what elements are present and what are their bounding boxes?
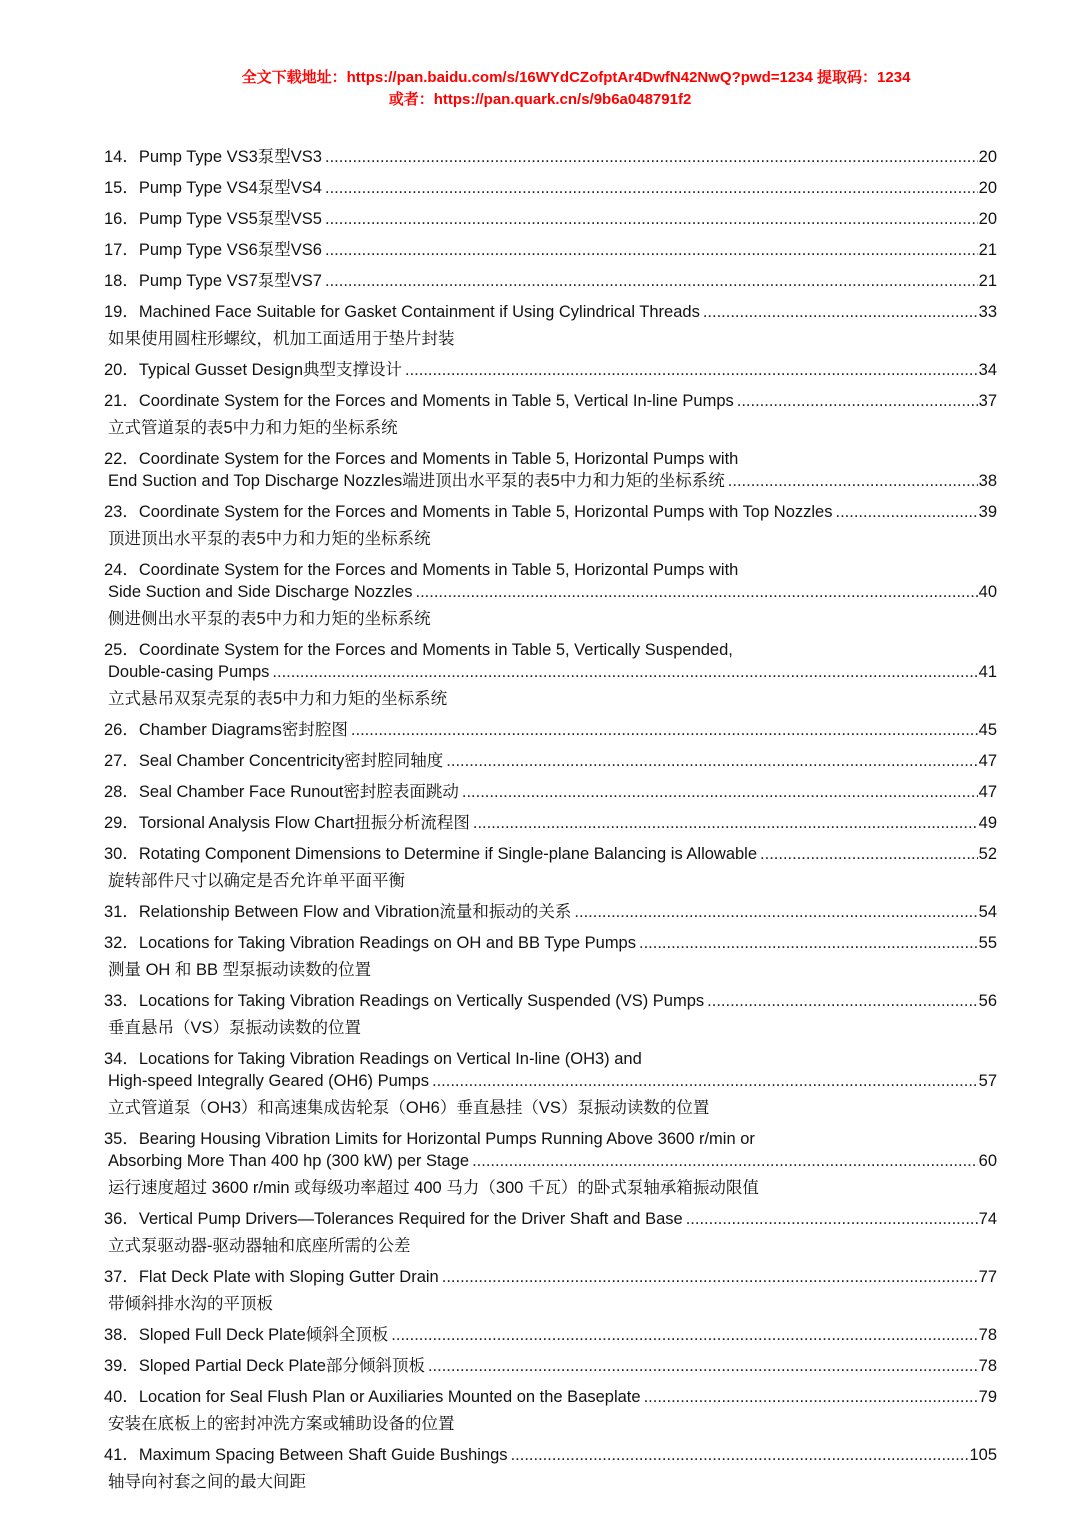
toc-page-number: 21	[978, 241, 997, 259]
toc-entry-title: 14．Pump Type VS3泵型VS3	[104, 148, 322, 166]
toc-entry-chinese-title: 如果使用圆柱形螺纹，机加工面适用于垫片封装	[108, 330, 455, 348]
toc-entry-title: 20．Typical Gusset Design典型支撑设计	[104, 361, 403, 379]
leader-dots	[325, 270, 978, 292]
leader-dots	[639, 932, 978, 954]
toc-page-number: 77	[978, 1268, 997, 1286]
leader-dots	[442, 1266, 978, 1288]
toc-entry-title: 39．Sloped Partial Deck Plate部分倾斜顶板	[104, 1357, 425, 1375]
toc-entry-title: Double-casing Pumps	[108, 663, 270, 681]
toc-entry[interactable]	[104, 390, 997, 439]
toc-entry[interactable]	[104, 719, 997, 741]
toc-entry[interactable]	[104, 750, 997, 772]
toc-page-number: 37	[978, 392, 997, 410]
leader-dots	[432, 1070, 978, 1092]
toc-entry-chinese-title: 垂直悬吊（VS）泵振动读数的位置	[108, 1019, 362, 1037]
leader-dots	[428, 1355, 978, 1377]
toc-entry-title: 16．Pump Type VS5泵型VS5	[104, 210, 322, 228]
toc-entry-title: 18．Pump Type VS7泵型VS7	[104, 272, 322, 290]
leader-dots	[351, 719, 978, 741]
toc-page-number: 34	[978, 361, 997, 379]
leader-dots	[760, 843, 978, 865]
toc-entry[interactable]	[104, 639, 997, 710]
toc-entry-title: Absorbing More Than 400 hp (300 kW) per Stage	[108, 1152, 470, 1170]
toc-page-number: 56	[978, 992, 997, 1010]
toc-entry-title: 27．Seal Chamber Concentricity密封腔同轴度	[104, 752, 444, 770]
toc-entry-chinese-title: 立式管道泵的表5中力和力矩的坐标系统	[108, 419, 398, 437]
table-of-figures	[104, 146, 997, 1502]
toc-page-number: 47	[978, 783, 997, 801]
toc-entry[interactable]	[104, 359, 997, 381]
toc-entry[interactable]	[104, 208, 997, 230]
leader-dots	[686, 1208, 978, 1230]
toc-page-number: 33	[978, 303, 997, 321]
toc-entry[interactable]	[104, 239, 997, 261]
toc-page-number: 55	[978, 934, 997, 952]
toc-entry[interactable]	[104, 1386, 997, 1435]
leader-dots	[703, 301, 978, 323]
leader-dots	[737, 390, 978, 412]
toc-page-number: 20	[978, 148, 997, 166]
toc-entry-chinese-title: 带倾斜排水沟的平顶板	[108, 1295, 273, 1313]
leader-dots	[391, 1324, 977, 1346]
toc-entry[interactable]	[104, 1444, 997, 1493]
toc-entry[interactable]	[104, 932, 997, 981]
toc-entry[interactable]	[104, 501, 997, 550]
toc-entry[interactable]	[104, 781, 997, 803]
toc-entry[interactable]	[104, 1208, 997, 1257]
toc-entry-chinese-title: 运行速度超过 3600 r/min 或每级功率超过 400 马力（300 千瓦）的卧式泵轴承箱振动限值	[108, 1179, 759, 1197]
toc-entry[interactable]	[104, 1266, 997, 1315]
toc-entry[interactable]	[104, 146, 997, 168]
toc-entry-chinese-title: 立式管道泵（OH3）和高速集成齿轮泵（OH6）垂直悬挂（VS）泵振动读数的位置	[108, 1099, 710, 1117]
toc-page-number: 54	[978, 903, 997, 921]
toc-page-number: 78	[978, 1326, 997, 1344]
toc-entry[interactable]	[104, 559, 997, 630]
toc-page-number: 21	[978, 272, 997, 290]
toc-entry-title: 28．Seal Chamber Face Runout密封腔表面跳动	[104, 783, 459, 801]
toc-page-number: 78	[978, 1357, 997, 1375]
toc-entry-chinese-title: 测量 OH 和 BB 型泵振动读数的位置	[108, 961, 372, 979]
toc-entry-title: 38．Sloped Full Deck Plate倾斜全顶板	[104, 1326, 389, 1344]
toc-entry[interactable]	[104, 1128, 997, 1199]
toc-entry-chinese-title: 立式悬吊双泵壳泵的表5中力和力矩的坐标系统	[108, 690, 448, 708]
toc-page-number: 20	[978, 179, 997, 197]
toc-entry-title: 40．Location for Seal Flush Plan or Auxiliaries Mounted on the Baseplate	[104, 1388, 641, 1406]
toc-page-number: 105	[969, 1446, 997, 1464]
toc-entry[interactable]	[104, 812, 997, 834]
download-link-line[interactable]: 全文下载地址：https://pan.baidu.com/s/16WYdCZofptAr4DwfN42NwQ?pwd=1234 提取码：1234	[241, 69, 911, 86]
toc-entry-title: 29．Torsional Analysis Flow Chart扭振分析流程图	[104, 814, 470, 832]
toc-entry[interactable]	[104, 270, 997, 292]
toc-entry[interactable]	[104, 177, 997, 199]
toc-entry-title: 30．Rotating Component Dimensions to Determine if Single-plane Balancing is Allowable	[104, 845, 758, 863]
leader-dots	[272, 661, 977, 683]
toc-page-number: 52	[978, 845, 997, 863]
toc-page-number: 38	[978, 472, 997, 490]
toc-entry-title: End Suction and Top Discharge Nozzles端进顶出水平泵的表5中力和力矩的坐标系统	[108, 472, 725, 490]
toc-page-number: 39	[978, 503, 997, 521]
leader-dots	[707, 990, 977, 1012]
toc-entry-title: 22．Coordinate System for the Forces and Moments in Table 5, Horizontal Pumps with	[104, 450, 739, 468]
toc-entry-title: 15．Pump Type VS4泵型VS4	[104, 179, 322, 197]
toc-entry-title: 17．Pump Type VS6泵型VS6	[104, 241, 322, 259]
toc-entry[interactable]	[104, 301, 997, 350]
toc-entry[interactable]	[104, 990, 997, 1039]
toc-entry-title: 37．Flat Deck Plate with Sloping Gutter Drain	[104, 1268, 439, 1286]
toc-page-number: 45	[978, 721, 997, 739]
toc-entry[interactable]	[104, 1355, 997, 1377]
toc-entry-title: 41．Maximum Spacing Between Shaft Guide Bushings	[104, 1446, 508, 1464]
leader-dots	[511, 1444, 969, 1466]
leader-dots	[325, 239, 978, 261]
toc-entry[interactable]	[104, 843, 997, 892]
alternate-link-line[interactable]: 或者：https://pan.quark.cn/s/9b6a048791f2	[388, 91, 692, 108]
toc-entry-title: 19．Machined Face Suitable for Gasket Containment if Using Cylindrical Threads	[104, 303, 700, 321]
toc-entry-title: Side Suction and Side Discharge Nozzles	[108, 583, 413, 601]
leader-dots	[473, 812, 978, 834]
leader-dots	[325, 208, 978, 230]
toc-entry-title: 24．Coordinate System for the Forces and Moments in Table 5, Horizontal Pumps with	[104, 561, 739, 579]
toc-page-number: 49	[978, 814, 997, 832]
toc-page-number: 41	[978, 663, 997, 681]
toc-entry-title: 21．Coordinate System for the Forces and Moments in Table 5, Vertical In-line Pumps	[104, 392, 734, 410]
toc-page-number: 40	[978, 583, 997, 601]
toc-entry-chinese-title: 轴导向衬套之间的最大间距	[108, 1473, 306, 1491]
toc-entry-title: 32．Locations for Taking Vibration Readings on OH and BB Type Pumps	[104, 934, 636, 952]
leader-dots	[462, 781, 978, 803]
toc-entry-title: 35．Bearing Housing Vibration Limits for Horizontal Pumps Running Above 3600 r/min or	[104, 1130, 755, 1148]
toc-page-number: 60	[978, 1152, 997, 1170]
leader-dots	[835, 501, 977, 523]
toc-page-number: 20	[978, 210, 997, 228]
toc-entry-chinese-title: 顶进顶出水平泵的表5中力和力矩的坐标系统	[108, 530, 431, 548]
toc-page-number: 74	[978, 1210, 997, 1228]
toc-entry-chinese-title: 立式泵驱动器-驱动器轴和底座所需的公差	[108, 1237, 411, 1255]
leader-dots	[416, 581, 978, 603]
toc-entry-title: High-speed Integrally Geared (OH6) Pumps	[108, 1072, 429, 1090]
toc-entry-title: 33．Locations for Taking Vibration Readings on Vertically Suspended (VS) Pumps	[104, 992, 705, 1010]
leader-dots	[574, 901, 977, 923]
toc-entry-chinese-title: 侧进侧出水平泵的表5中力和力矩的坐标系统	[108, 610, 431, 628]
toc-entry-chinese-title: 安装在底板上的密封冲洗方案或辅助设备的位置	[108, 1415, 455, 1433]
toc-page-number: 57	[978, 1072, 997, 1090]
toc-page-number: 47	[978, 752, 997, 770]
leader-dots	[325, 177, 978, 199]
leader-dots	[405, 359, 978, 381]
toc-entry[interactable]	[104, 1324, 997, 1346]
toc-entry-title: 25．Coordinate System for the Forces and Moments in Table 5, Vertically Suspended,	[104, 641, 733, 659]
toc-entry[interactable]	[104, 901, 997, 923]
toc-entry-title: 34．Locations for Taking Vibration Readings on Vertical In-line (OH3) and	[104, 1050, 642, 1068]
toc-page-number: 79	[978, 1388, 997, 1406]
leader-dots	[446, 750, 977, 772]
toc-entry[interactable]	[104, 1048, 997, 1119]
leader-dots	[325, 146, 978, 168]
leader-dots	[472, 1150, 978, 1172]
toc-entry-title: 31．Relationship Between Flow and Vibration流量和振动的关系	[104, 903, 572, 921]
toc-entry-chinese-title: 旋转部件尺寸以确定是否允许单平面平衡	[108, 872, 405, 890]
toc-entry-title: 36．Vertical Pump Drivers—Tolerances Required for the Driver Shaft and Base	[104, 1210, 683, 1228]
toc-entry-title: 23．Coordinate System for the Forces and Moments in Table 5, Horizontal Pumps with Top Nozzles	[104, 503, 833, 521]
leader-dots	[728, 470, 978, 492]
toc-entry-title: 26．Chamber Diagrams密封腔图	[104, 721, 348, 739]
leader-dots	[644, 1386, 978, 1408]
toc-entry[interactable]	[104, 448, 997, 492]
